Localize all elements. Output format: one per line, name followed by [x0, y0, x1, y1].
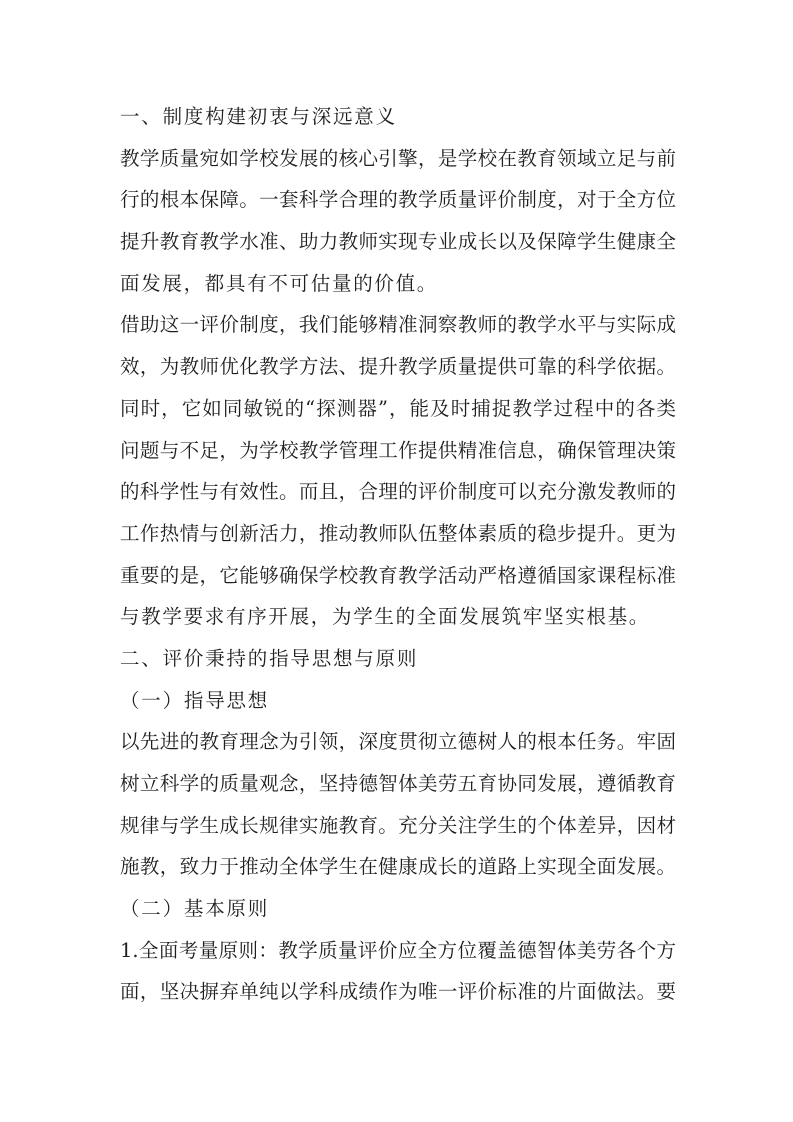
paragraph-line: 与教学要求有序开展，为学生的全面发展筑牢坚实根基。 [120, 605, 651, 629]
paragraph-line: 规律与学生成长规律实施教育。充分关注学生的个体差异，因材 [120, 813, 676, 837]
paragraph-line: 同时，它如同敏锐的“探测器”，能及时捕捉教学过程中的各类 [120, 396, 676, 420]
paragraph-line: 的科学性与有效性。而且，合理的评价制度可以充分激发教师的 [120, 480, 676, 504]
section-heading-2: 二、评价秉持的指导思想与原则 [120, 646, 419, 670]
paragraph-line: 教学质量宛如学校发展的核心引擎，是学校在教育领域立足与前 [120, 146, 676, 170]
paragraph-line: 行的根本保障。一套科学合理的教学质量评价制度，对于全方位 [120, 188, 676, 212]
paragraph-line: 面发展，都具有不可估量的价值。 [120, 271, 439, 295]
subheading-basic-principles: （二）基本原则 [120, 897, 270, 921]
paragraph-line: 1.全面考量原则：教学质量评价应全方位覆盖德智体美劳各个方 [120, 938, 676, 962]
subheading-guiding-ideology: （一）指导思想 [120, 688, 270, 712]
paragraph-line: 树立科学的质量观念，坚持德智体美劳五育协同发展，遵循教育 [120, 772, 676, 795]
section-heading-1: 一、制度构建初衷与深远意义 [120, 105, 397, 128]
paragraph-line: 效，为教师优化教学方法、提升教学质量提供可靠的科学依据。 [120, 355, 676, 379]
paragraph-line: 面，坚决摒弃单纯以学科成绩作为唯一评价标准的片面做法。要 [120, 980, 676, 1004]
paragraph-line: 工作热情与创新活力，推动教师队伍整体素质的稳步提升。更为 [120, 521, 676, 545]
paragraph-line: 提升教育教学水准、助力教师实现专业成长以及保障学生健康全 [120, 230, 676, 254]
paragraph-line: 重要的是，它能够确保学校教育教学活动严格遵循国家课程标准 [120, 563, 676, 587]
document-page [120, 96, 676, 1013]
paragraph-line: 以先进的教育理念为引领，深度贯彻立德树人的根本任务。牢固 [120, 730, 676, 754]
paragraph-line: 问题与不足，为学校教学管理工作提供精准信息，确保管理决策 [120, 438, 676, 462]
paragraph-line: 借助这一评价制度，我们能够精准洞察教师的教学水平与实际成 [120, 313, 676, 337]
paragraph-line: 施教，致力于推动全体学生在健康成长的道路上实现全面发展。 [120, 855, 676, 879]
